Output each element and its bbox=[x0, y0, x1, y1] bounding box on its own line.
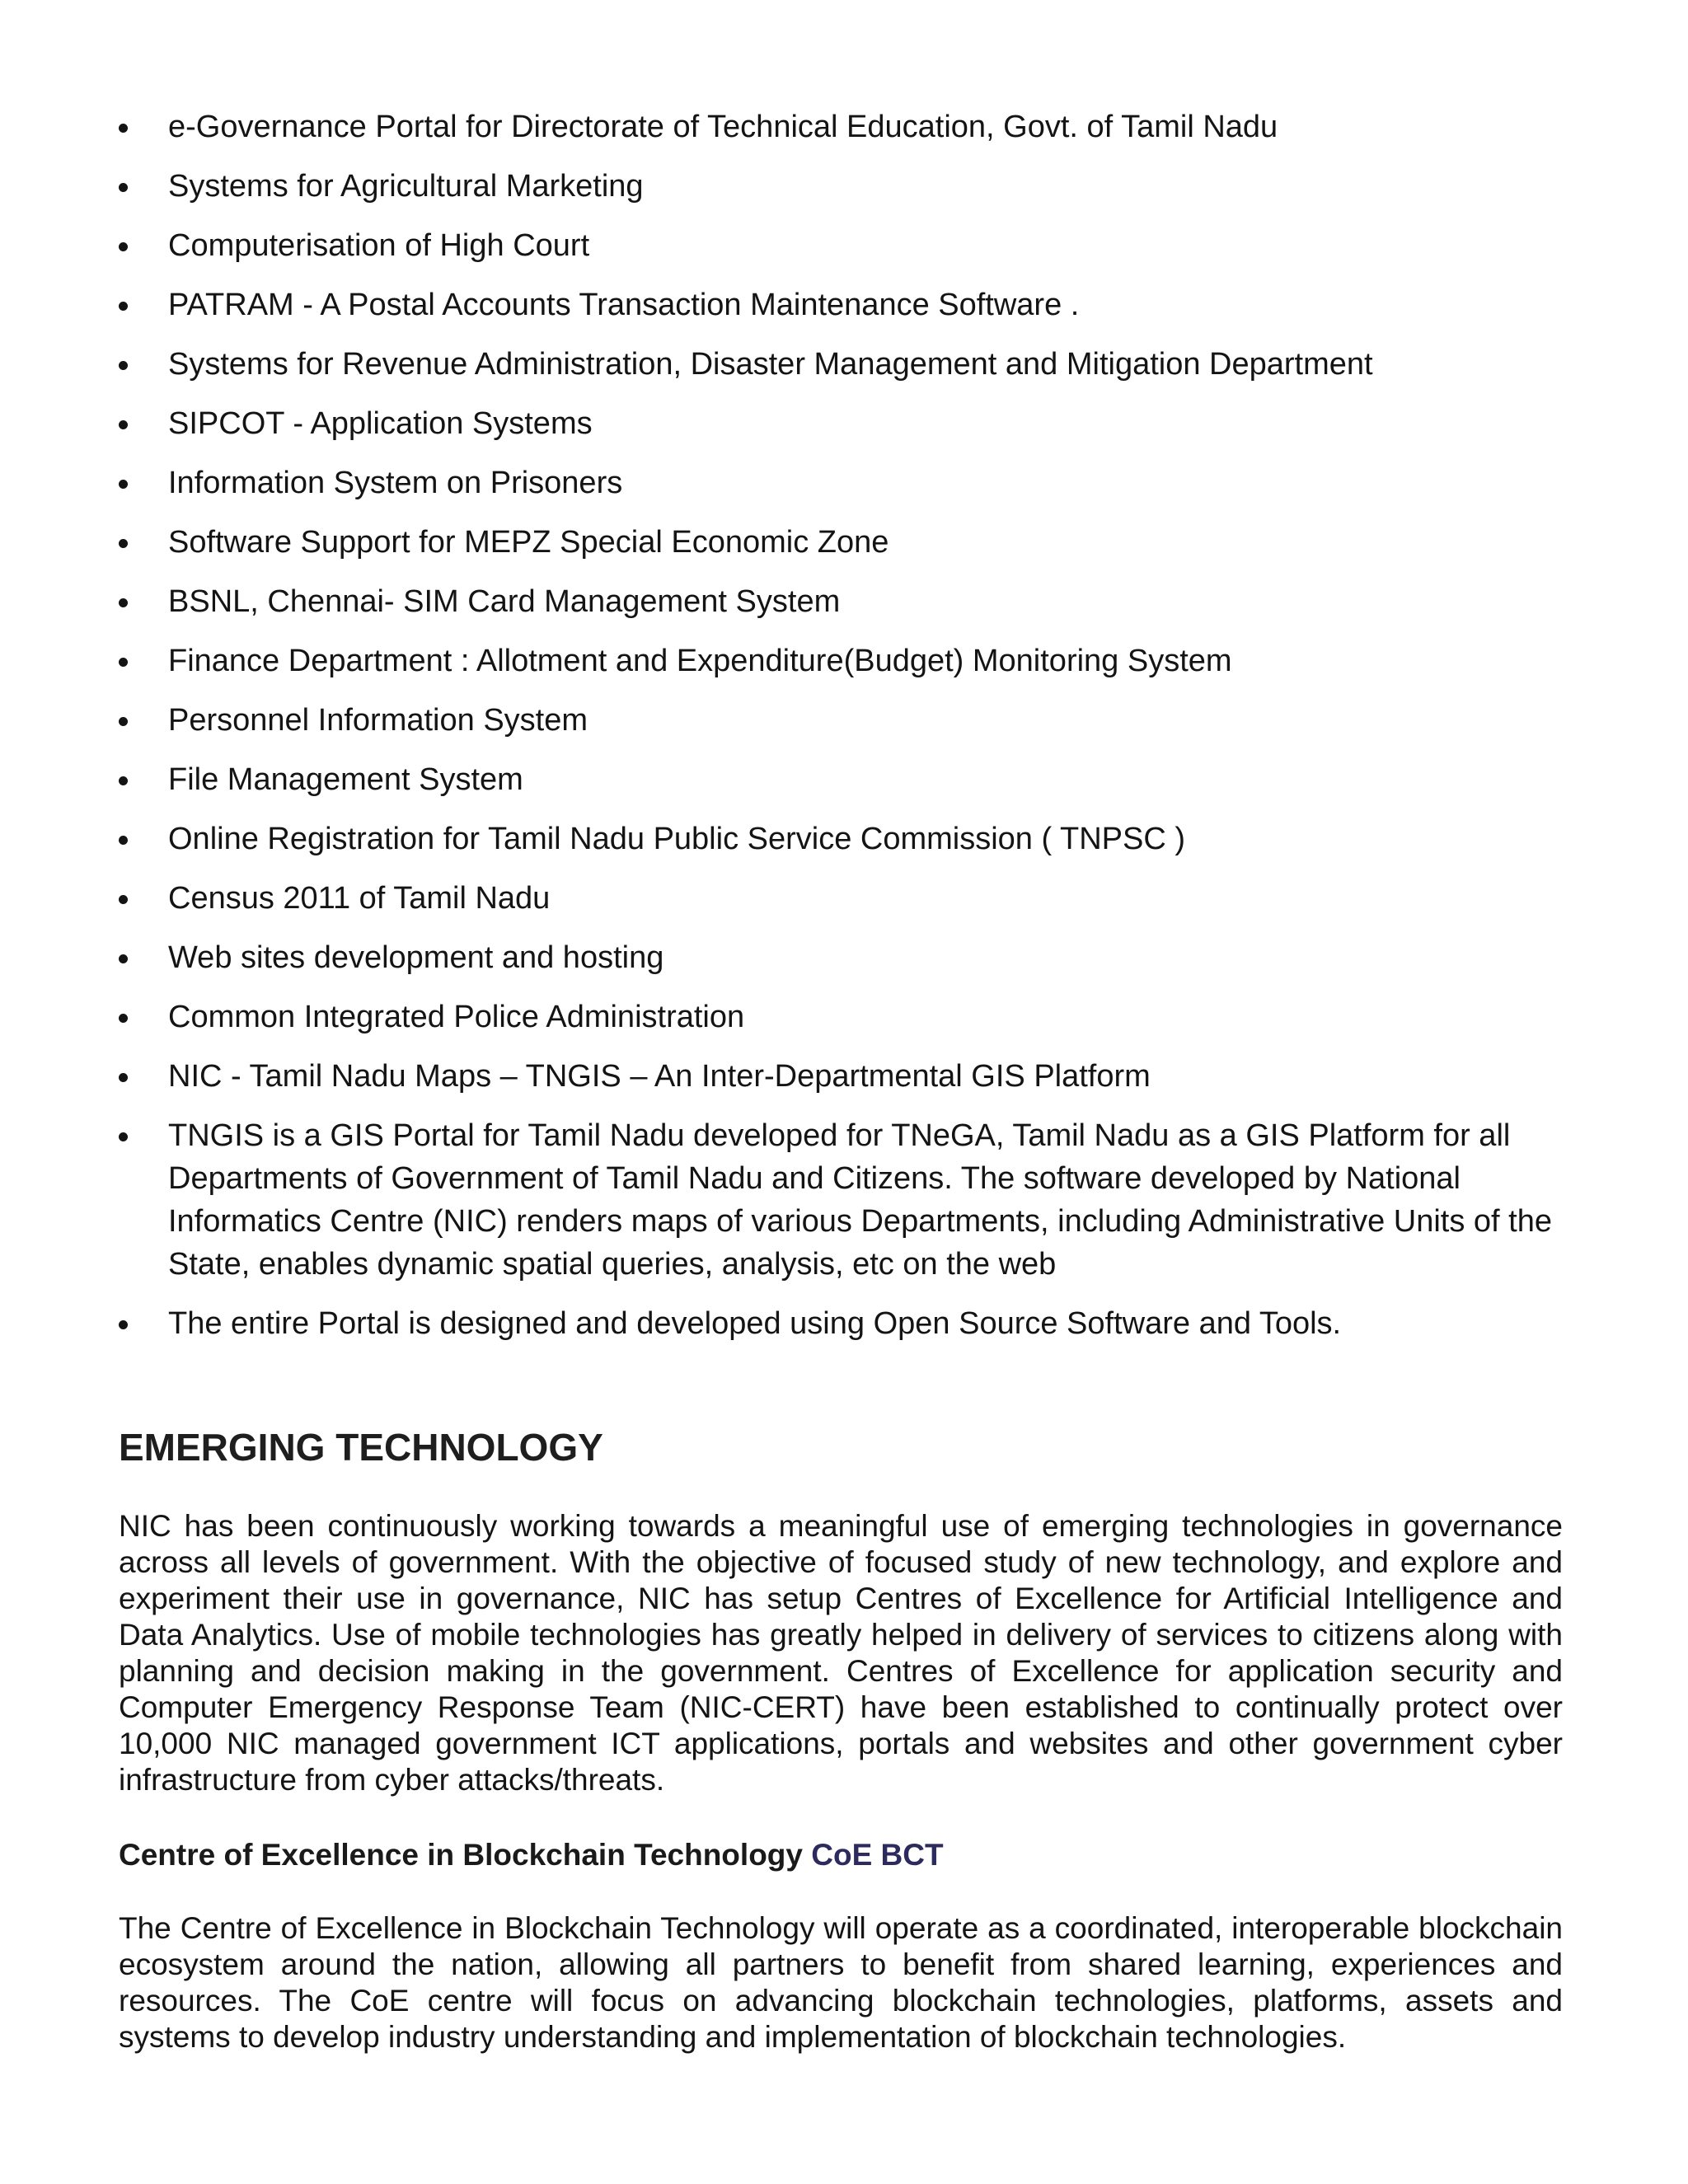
bullet-icon bbox=[119, 480, 128, 489]
bullet-icon bbox=[119, 836, 128, 845]
project-list bbox=[119, 105, 1569, 1361]
subsection-heading-text: Centre of Excellence in Blockchain Technology bbox=[119, 1838, 803, 1872]
subsection-heading bbox=[119, 1835, 944, 1876]
list-item: SIPCOT - Application Systems bbox=[119, 402, 1569, 445]
list-item: BSNL, Chennai- SIM Card Management System bbox=[119, 580, 1569, 623]
bullet-icon bbox=[119, 954, 128, 963]
bullet-icon bbox=[119, 1014, 128, 1023]
bullet-icon bbox=[119, 658, 128, 667]
list-item: Information System on Prisoners bbox=[119, 462, 1569, 504]
list-item: Systems for Agricultural Marketing bbox=[119, 165, 1569, 208]
bullet-icon bbox=[119, 183, 128, 192]
bullet-icon bbox=[119, 242, 128, 251]
bullet-icon bbox=[119, 420, 128, 429]
bullet-icon bbox=[119, 598, 128, 607]
list-item: Personnel Information System bbox=[119, 699, 1569, 742]
subsection-heading-accent: CoE BCT bbox=[811, 1838, 944, 1872]
bullet-icon bbox=[119, 717, 128, 726]
bullet-icon bbox=[119, 1132, 128, 1141]
list-item: Common Integrated Police Administration bbox=[119, 996, 1569, 1038]
bullet-icon bbox=[119, 895, 128, 904]
list-item: TNGIS is a GIS Portal for Tamil Nadu developed for TNeGA, Tamil Nadu as a GIS Platform for all Departments of Government of Tamil Nadu and Citizens. The software developed by National Informatics Centre (NIC) renders maps of various Departments, including Administrative Units of the State, enables dynamic spatial queries, analysis, etc on the web bbox=[119, 1114, 1569, 1286]
list-item: e-Governance Portal for Directorate of Technical Education, Govt. of Tamil Nadu bbox=[119, 105, 1569, 148]
bullet-icon bbox=[119, 539, 128, 548]
list-item: Software Support for MEPZ Special Economic Zone bbox=[119, 521, 1569, 564]
bullet-icon bbox=[119, 302, 128, 311]
list-item: Census 2011 of Tamil Nadu bbox=[119, 877, 1569, 920]
bullet-icon bbox=[119, 361, 128, 370]
bullet-icon bbox=[119, 776, 128, 785]
emerging-technology-paragraph: NIC has been continuously working towards a meaningful use of emerging technologies in governance across all levels of government. With the objective of focused study of new technology, and explore and experiment their use in governance, NIC has setup Centres of Excellence for Artificial Intelligence and Data Analytics. Use of mobile technologies has greatly helped in delivery of services to citizens along with planning and decision making in the government. Centres of Excellence for application security and Computer Emergency Response Team (NIC-CERT) have been established to continually protect over 10,000 NIC managed government ICT applications, portals and websites and other government cyber infrastructure from cyber attacks/threats. bbox=[119, 1509, 1563, 1797]
list-item: File Management System bbox=[119, 758, 1569, 801]
list-item: The entire Portal is designed and developed using Open Source Software and Tools. bbox=[119, 1302, 1569, 1345]
bullet-icon bbox=[119, 1320, 128, 1329]
blockchain-paragraph: The Centre of Excellence in Blockchain Technology will operate as a coordinated, interoperable blockchain ecosystem around the nation, allowing all partners to benefit from shared learning, experiences and resources. The CoE centre will focus on advancing blockchain technologies, platforms, assets and systems to develop industry understanding and implementation of blockchain technologies. bbox=[119, 1911, 1563, 2054]
list-item: Systems for Revenue Administration, Disaster Management and Mitigation Department bbox=[119, 343, 1569, 386]
list-item: Computerisation of High Court bbox=[119, 224, 1569, 267]
section-heading: EMERGING TECHNOLOGY bbox=[119, 1426, 603, 1469]
list-item: Finance Department : Allotment and Expenditure(Budget) Monitoring System bbox=[119, 640, 1569, 682]
bullet-icon bbox=[119, 1073, 128, 1082]
list-item: Web sites development and hosting bbox=[119, 936, 1569, 979]
bullet-icon bbox=[119, 124, 128, 133]
list-item: NIC - Tamil Nadu Maps – TNGIS – An Inter-Departmental GIS Platform bbox=[119, 1055, 1569, 1098]
list-item: PATRAM - A Postal Accounts Transaction Maintenance Software . bbox=[119, 284, 1569, 326]
list-item: Online Registration for Tamil Nadu Public Service Commission ( TNPSC ) bbox=[119, 818, 1569, 860]
